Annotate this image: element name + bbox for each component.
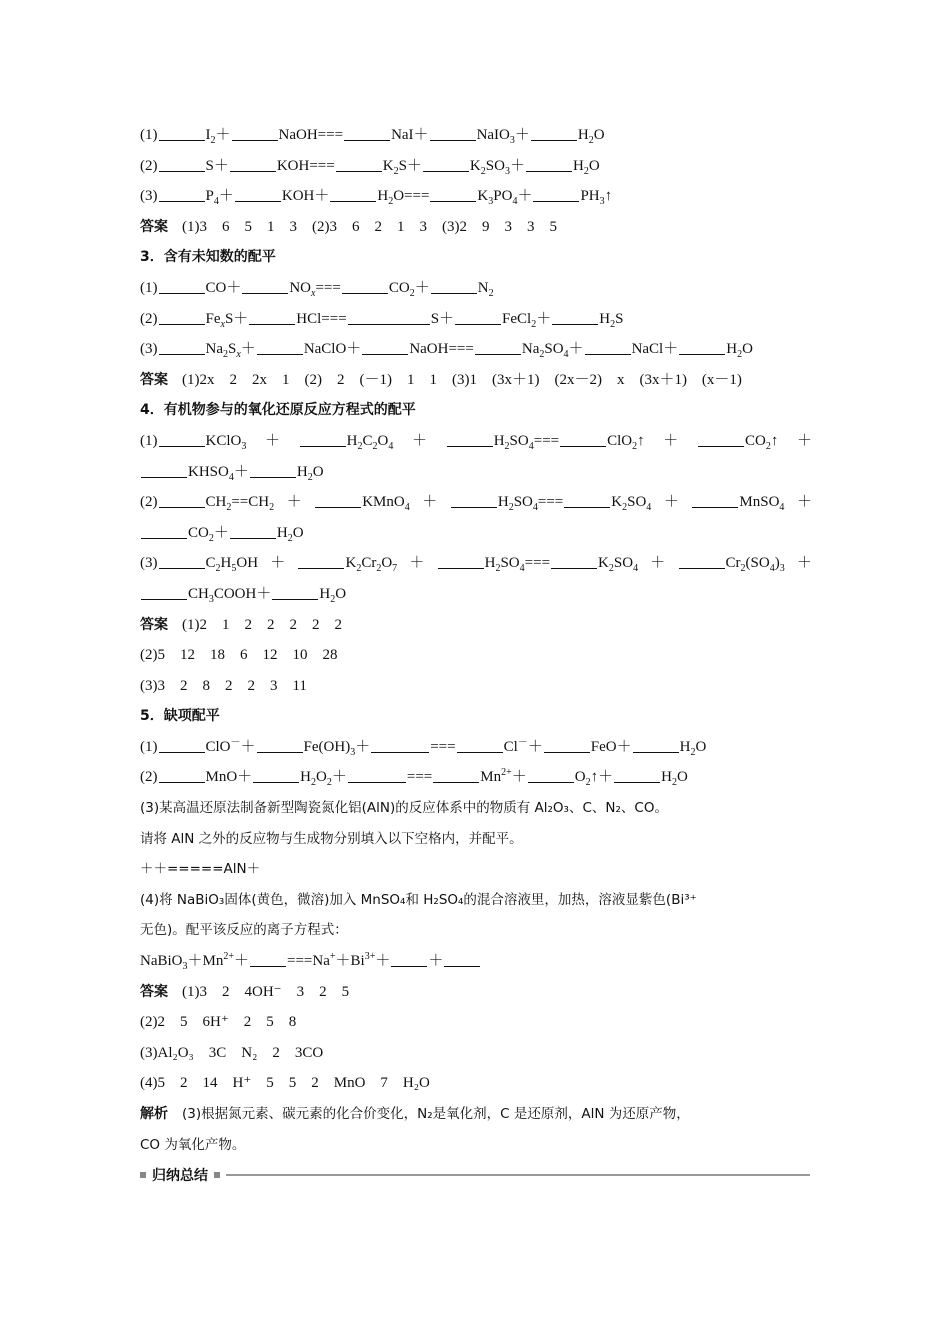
analysis-line: [140, 1099, 812, 1130]
equation-4-2b: $CO_2+ H_2O$: [140, 518, 812, 549]
equation-3-3: (3) $Na_2S_x+$ NaClO＋ NaOH=== $Na_2SO_4+$ NaCl＋ $H_2O$: [140, 341, 753, 361]
answer-line: [140, 212, 812, 243]
answer-line: [140, 610, 812, 641]
equation-5-4: $NaBiO_3+Mn^{2+}+ ===Na^++Bi^{3+}+$ ＋: [140, 946, 812, 977]
square-bullet-icon: [140, 1172, 146, 1178]
divider-line: [226, 1174, 810, 1176]
equation-4-3a: (3) $C_2H_5OH$ ＋ $K_2Cr_2O_7$ ＋ $H_2SO_4=== K_2SO_4$ ＋ $Cr_2(SO_4)_3$ ＋: [140, 555, 812, 575]
square-bullet-icon: [214, 1172, 220, 1178]
equation-2-2: (2) $S+ KOH=== K_2S+ K_2SO_3+ H_2O$: [140, 157, 600, 177]
equation-3-1: (1) $CO+ NO_x=== CO_2+ N_2$: [140, 279, 494, 299]
answer-label: 答案: [140, 983, 168, 1000]
equation-3-2: (2) $Fe_xS+ HCl=== S+$ FeCl$_2$＋ $H_2S$: [140, 310, 624, 330]
analysis-label: 解析: [140, 1106, 168, 1122]
equation-5-1: (1) $ClO^-+ Fe(OH)_3+$ === $Cl^-+ FeO+ H_2O$: [140, 736, 707, 758]
equation-4-3b: $CH_3COOH+ H_2O$: [140, 579, 812, 610]
answer-text: (1)2 1 2 2 2 2 2: [182, 616, 342, 633]
summary-title: 归纳总结: [152, 1168, 208, 1184]
document-body: [140, 120, 812, 1160]
equation-2-1: (1) $I_2+$ NaOH=== NaI＋ NaIO$_3$＋ $H_2O$: [140, 127, 605, 146]
analysis-text: CO 为氧化产物。: [140, 1136, 246, 1153]
answer-text: (4)5 2 14 H⁺ 5 5 2 MnO 7 H₂O: [140, 1075, 430, 1092]
question-text: (3)某高温还原法制备新型陶瓷氮化铝(AlN)的反应体系中的物质有 Al₂O₃、C、N₂、CO。: [140, 800, 668, 817]
section-heading: 4．有机物参与的氧化还原反应方程式的配平: [140, 402, 416, 419]
question-text: (4)将 NaBiO₃固体(黄色，微溶)加入 MnSO₄和 H₂SO₄的混合溶液里，加热，溶液显紫色(Bi³⁺: [140, 891, 697, 908]
answer-label: 答案: [140, 371, 168, 388]
equation-2-3: (3) $P_4+ KOH+ H_2O=== K_3PO_4+$ $PH_3↑$: [140, 188, 613, 208]
section-heading: 5．缺项配平: [140, 708, 220, 725]
section-heading: 3．含有未知数的配平: [140, 249, 276, 266]
answer-line: [140, 365, 812, 396]
equation-5-2: (2) $MnO+ H_2O_2+$ === $Mn^{2+}+$ $O_2↑+ H_2O$: [140, 767, 688, 789]
answer-text: (3)Al₂O₃ 3C N₂ 2 3CO: [140, 1044, 324, 1061]
equation-4-1b: $KHSO_4+ H_2O$: [140, 457, 812, 488]
answer-text: (2)2 5 6H⁺ 2 5 8: [140, 1014, 297, 1031]
summary-header: [140, 1163, 810, 1187]
answer-text: (3)3 2 8 2 2 3 11: [140, 677, 307, 694]
answer-text: (1)3 2 4OH⁻ 3 2 5: [182, 983, 350, 1000]
answer-text: (1)3 6 5 1 3 (2)3 6 2 1 3 (3)2 9 3 3 5: [182, 218, 557, 235]
answer-text: (2)5 12 18 6 12 10 28: [140, 647, 338, 664]
equation-4-2a: (2) $CH_2==CH_2$ ＋ KMnO$_4$ ＋ $H_2SO_4=== K_2SO_4$ ＋ MnSO$_4$ ＋: [140, 494, 812, 514]
answer-label: 答案: [140, 218, 168, 235]
question-text: 请将 AlN 之外的反应物与生成物分别填入以下空格内，并配平。: [140, 830, 523, 847]
answer-line: [140, 977, 812, 1008]
fill-template: ＋＋=====AlN＋: [140, 861, 261, 878]
equation-4-1a: (1) KClO$_3$ ＋ $H_2C_2O_4$ ＋ $H_2SO_4===$ ClO$_2$↑ ＋ $CO_2↑$ ＋: [140, 432, 812, 452]
question-text: 无色)。配平该反应的离子方程式：: [140, 922, 348, 939]
answer-text: (1)2x 2 2x 1 (2) 2 (－1) 1 1 (3)1 (3x＋1) (2x－2) x (3x＋1) (x－1): [182, 371, 742, 388]
analysis-text: (3)根据氮元素、碳元素的化合价变化，N₂是氧化剂，C 是还原剂，AlN 为还原产物，: [182, 1106, 690, 1122]
answer-label: 答案: [140, 616, 168, 633]
